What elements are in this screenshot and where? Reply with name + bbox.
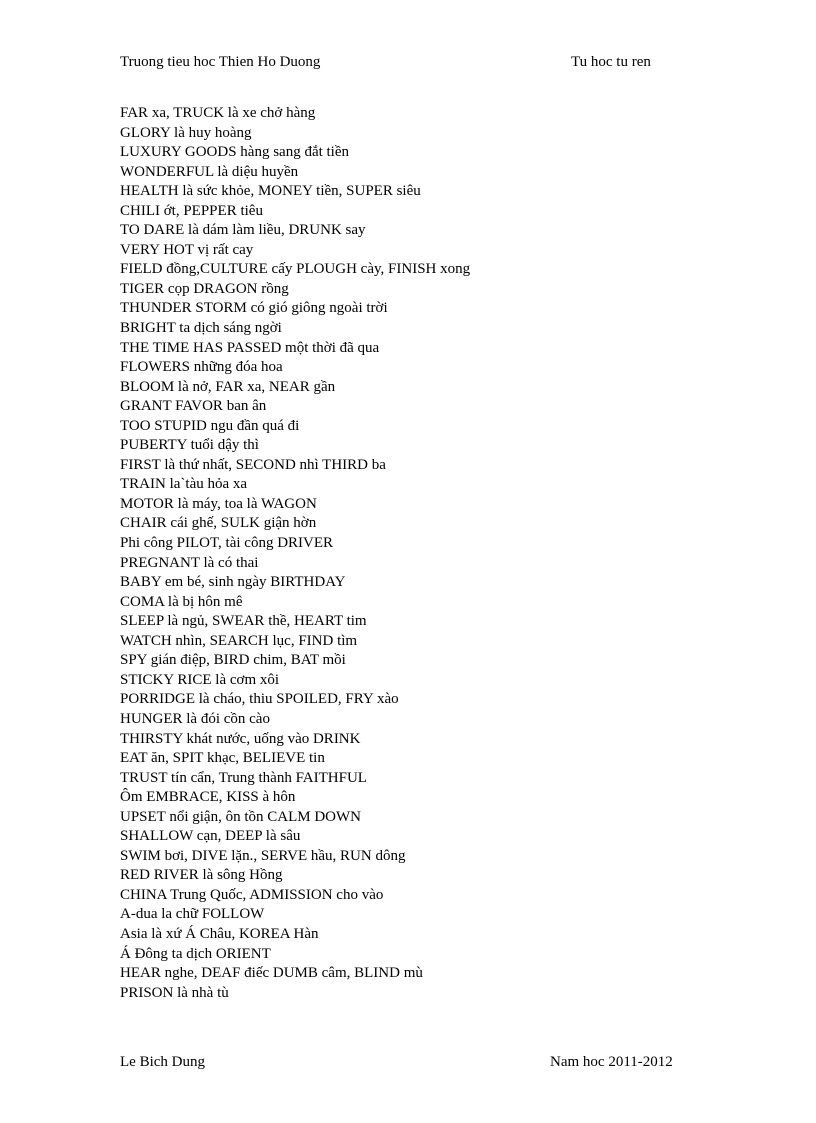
poem-line: PUBERTY tuổi dậy thì — [120, 437, 259, 454]
poem-line: TRUST tín cẩn, Trung thành FAITHFUL — [120, 769, 367, 786]
poem-line: STICKY RICE là cơm xôi — [120, 671, 280, 688]
poem-line: LUXURY GOODS hàng sang đắt tiền — [120, 144, 350, 161]
poem-line: A-dua la chữ FOLLOW — [120, 906, 265, 923]
poem-line: SPY gián điệp, BIRD chim, BAT mồi — [120, 652, 346, 669]
poem-line: THUNDER STORM có gió giông ngoài trời — [120, 300, 388, 317]
poem-line: FIRST là thứ nhất, SECOND nhì THIRD ba — [120, 456, 386, 473]
poem-line: SWIM bơi, DIVE lặn., SERVE hầu, RUN dông — [120, 847, 406, 864]
poem-line: SLEEP là ngủ, SWEAR thề, HEART tim — [120, 613, 367, 630]
poem-line: FLOWERS những đóa hoa — [120, 359, 283, 376]
footer-school-year: Nam hoc 2011-2012 — [550, 1054, 673, 1070]
poem-line: CHINA Trung Quốc, ADMISSION cho vào — [120, 886, 384, 903]
poem-line: GLORY là huy hoàng — [120, 124, 252, 141]
poem-line: THE TIME HAS PASSED một thời đã qua — [120, 339, 380, 356]
poem-line: HEALTH là sức khỏe, MONEY tiền, SUPER siêu — [120, 183, 421, 200]
poem-line: Á Đông ta dịch ORIENT — [120, 945, 271, 962]
poem-line: WONDERFUL là diệu huyền — [120, 163, 299, 180]
poem-line: Phi công PILOT, tài công DRIVER — [120, 535, 334, 552]
poem-line: COMA là bị hôn mê — [120, 593, 243, 610]
poem-line: BABY em bé, sinh ngày BIRTHDAY — [120, 574, 346, 591]
poem-line: WATCH nhìn, SEARCH lục, FIND tìm — [120, 632, 358, 649]
poem-line: RED RIVER là sông Hồng — [120, 867, 283, 884]
poem-line: PORRIDGE là cháo, thiu SPOILED, FRY xào — [120, 691, 399, 708]
poem-line: VERY HOT vị rất cay — [120, 241, 254, 258]
poem-line: BLOOM là nở, FAR xa, NEAR gần — [120, 378, 336, 395]
poem-line: THIRSTY khát nước, uống vào DRINK — [120, 730, 361, 747]
poem-line: Ôm EMBRACE, KISS à hôn — [120, 789, 296, 806]
header-title: Tu hoc tu ren — [571, 54, 651, 70]
poem-line: TRAIN la`tàu hỏa xa — [120, 476, 248, 493]
poem-line: CHILI ớt, PEPPER tiêu — [120, 202, 263, 219]
poem-line: FAR xa, TRUCK là xe chở hàng — [120, 105, 316, 121]
poem-line: MOTOR là máy, toa là WAGON — [120, 495, 317, 512]
poem-line: TOO STUPID ngu đần quá đi — [120, 417, 300, 434]
vocabulary-poem — [120, 104, 720, 1003]
poem-line: TO DARE là dám làm liều, DRUNK say — [120, 222, 366, 239]
poem-line: PRISON là nhà tù — [120, 984, 229, 1001]
poem-line: UPSET nổi giận, ôn tồn CALM DOWN — [120, 808, 361, 825]
poem-line: Asia là xứ Á Châu, KOREA Hàn — [120, 925, 319, 942]
poem-line: GRANT FAVOR ban ân — [120, 398, 267, 415]
poem-line: PREGNANT là có thai — [120, 554, 259, 571]
poem-line: BRIGHT ta dịch sáng ngời — [120, 320, 282, 337]
poem-line: SHALLOW cạn, DEEP là sâu — [120, 828, 301, 845]
footer-author: Le Bich Dung — [120, 1054, 205, 1070]
header-school-name: Truong tieu hoc Thien Ho Duong — [120, 54, 321, 70]
poem-line: EAT ăn, SPIT khạc, BELIEVE tin — [120, 750, 325, 767]
poem-line: HUNGER là đói cồn cào — [120, 710, 270, 727]
poem-line: CHAIR cái ghế, SULK giận hờn — [120, 515, 317, 532]
poem-line: HEAR nghe, DEAF điếc DUMB câm, BLIND mù — [120, 965, 423, 982]
poem-line: TIGER cọp DRAGON rồng — [120, 280, 289, 297]
poem-line: FIELD đồng,CULTURE cấy PLOUGH cày, FINISH xong — [120, 261, 471, 278]
